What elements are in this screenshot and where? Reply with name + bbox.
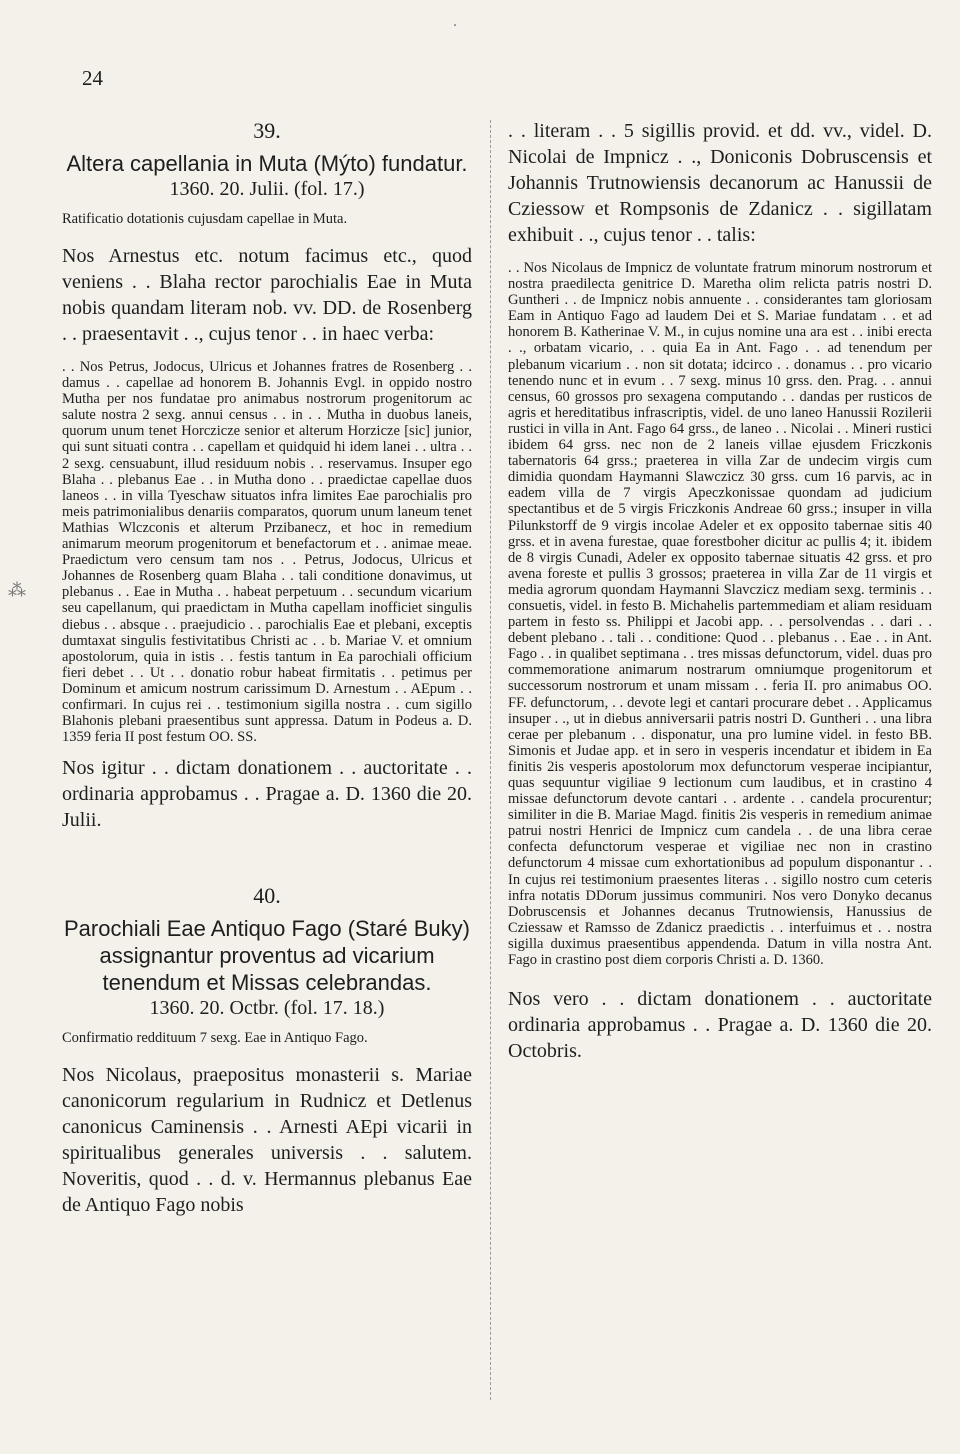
document-39-charter: . . Nos Petrus, Jodocus, Ulricus et Johannes fratres de Rosenberg . . damus . . capellae ad honorem B. Johannis Evgl. in oppido nostro Mutha per nos fundatae pro animabus nostrorum progenitorum ac salute nostra 2 sexg. annui census . . in . . Mutha in duobus laneis, quorum unum tenet Horczicze senior et alterum Horzicze [sic] junior, qui sunt situati contra . . capellam et quidquid hi idem lanei . . ultra . . 2 sexg. censuabunt, illud residuum nobis . . reservamus. Insuper ego Blaha . . plebanus Eae . . in Mutha dono . . praedictae capellae duos laneos . . in villa Tyeschaw situatos infra limites Eae parochialis pro meis patrimonialibus denariis comparatos, quorum unum laneum tenet Mathias Wlczconis et alterum Przibanecz, et hoc in remedium animarum meorum progenitorum et benefactorum et . . animae meae. Praedictum vero censum tam nos . . Petrus, Jodocus, Ulricus et Johannes de Rosenberg quam Blaha . . tali conditione donavimus, ut plebanus . . Eae in Mutha . . habeat perpetuum . . secundum vicarium seu capellanum, qui praedictam in Mutha capellam inofficiet singulis diebus . . absque . . praejudicio . . parochialis Eae et plebani, exceptis dumtaxat singulis festivitatibus Christi ac . . b. Mariae V. et omnium apostolorum, quia in istis . . festis tantum in Ea parochiali officium fieri debet . . Ut . . donatio robur habeat firmitatis . . petimus per Dominum et amicum nostrum carissimum D. Arnestum . . AEpum . . confirmari. In cujus rei . . testimonium sigilla nostra . . cum sigillo Blahonis plebani praesentibus sunt appressa. Datum in Podeus a. D. 1359 feria II post festum OO. SS. [62,359,472,746]
document-40-number: 40. [253,883,281,909]
document-40-intro: Nos Nicolaus, praepositus monasterii s. Mariae canonicorum regularium in Rudnicz et Detlenus canonicus Caminensis . . Arnesti AEpi vicarii in spiritualibus generales universis . . salutem. Noveritis, quod . . d. v. Hermannus plebanus Eae de Antiquo Fago nobis [62,1064,472,1217]
document-39-approval: Nos igitur . . dictam donationem . . auctoritate . . ordinaria approbamus . . Pragae a. D. 1360 die 20. Julii. [62,757,472,832]
document-40-date: 1360. 20. Octbr. (fol. 17. 18.) [149,997,385,1020]
document-40-continuation: . . literam . . 5 sigillis provid. et dd. vv., videl. D. Nicolai de Impnicz . ., Doniconis Dobruscensis et Johannis Trutnowiensis decanorum ac Hanussii de Cziessow et Rompsonis de Zdanicz . . sigillatam exhibuit . ., cujus tenor . . talis: [508,120,932,246]
document-39-summary: Ratificatio dotationis cujusdam capellae in Muta. [62,211,348,227]
document-40-charter: . . Nos Nicolaus de Impnicz de voluntate fratrum minorum nostrorum et nostra praedilecta genitrice D. Maretha olim relicta patris nostri D. Guntheri . . de Impnicz nobis annuente . . considerantes tam gloriosam Eam in Antiquo Fago ad laudem Dei et S. Mariae fundatam . . et ad honorem B. Katherinae V. M., in cujus nomine una ara est . . inibi erecta . ., orbatam vicario, . . quia Ea in Ant. Fago . . ad tenendum per plebanum vicarium . . non sit dotata; idcirco . . donamus . . pro vicario tenendo nunc et in evum . . 7 sexg. minus 10 grss. den. Prag. . . annui census, 60 grossos pro sexagena computando . . dandas per rusticos de agris et hereditatibus infrascriptis, videl. de uno laneo Hanussii Rozilerii rustici in villa in Ant. Fago 64 grss., de laneo . . Nicolai . . Mineri rustici ibidem 64 grss. nec non de 2 laneis villae ejusdem Friczkonis tabernatoris 64 grss.; praeterea in villa Zar de undecim virgis cum dimidia quondam Haymanni Slawczicz 30 grss. cum 16 parvis, ac in eadem villa de 7 virgis Apeczkonissae quondam ad judicium spectantibus et de 5 virgis Friczkonis Andreae 60 grss.; insuper in villa Pilunkstorff de 9 virgis incolae Adeler et ex opposito tabernae sitis 40 grss. et in avena furestae, quae forestboher dicitur ac pullis 4; it. ibidem de 8 virgis Cunadi, Adeler ex opposito tabernae situatis 42 grss. et pro avena foreste et pullis 3 grossos; praeterea in villa Zar de 11 virgis et media agrorum quondam Haymanni Slavczicz mediam sexg. terminis . . consuetis, videl. in festo B. Michahelis partemmediam et aliam residuam partem in festo ss. Philippi et Jacobi app. . . persolvendas . . dari . . debent plebano . . tali . . conditione: Quod . . plebanus . . Eae . . in Ant. Fago . . in qualibet septimana . . tres missas defunctorum, videl. duas pro commemoratione animarum nostrarum omniumque progenitorum et successorum nostrorum et unam missam . . feria II. pro animabus OO. FF. defunctorum, . . devote legi et cantari procurare debet . . Applicamus insuper . ., ut in diebus anniversarii patris nostri D. Guntheri . . una libra cerae per plebanum . . disponatur, una pro lumine videl. in festo BB. Simonis et Judae app. et in sero in vesperis incendatur et ibidem in Ea finitis 2is vesperis apostolorum mox defunctorum vesperae incipiantur, quas sequuntur vigiliae 9 lectionum cum laudibus, et in crastino 4 missae defunctorum devote cantari . . ardente . . candela procurentur; similiter in die B. Mariae Magd. finitis 2is vesperis in remedium animae patrui nostri Henrici de Impnicz cum candela . . de una libra cerae confecta defunctorum vesperae et vigiliae nec non in crastino defunctorum 4 missae cum exhortationibus ad populum disponantur . . In cujus rei testimonium praesentes literas . . sigillo nostro cum ceteris infra notatis DDorum jussimus communiri. Nos vero Donyko decanus Dobruscensis et Johannes decanus Trutnowiensis, Hanussius de Cziessaw et Ramsso de Zdanicz praedictis . . interfuimus et . . nostra sigilla duximus praesentibus appendenda. Datum in villa nostra Ant. Fago in crastino post diem corporis Christi a. D. 1360. [508,260,932,969]
document-40-approval: Nos vero . . dictam donationem . . auctoritate ordinaria approbamus . . Pragae a. D. 1360 die 20. Octobris. [508,988,932,1063]
document-40-summary: Confirmatio reddituum 7 sexg. Eae in Antiquo Fago. [62,1030,368,1047]
document-40-title: Parochiali Eae Antiquo Fago (Staré Buky) assignantur proventus ad vicarium tenendum et Missas celebrandas. [63,916,470,996]
page-number: 24 [82,66,103,90]
document-39-intro: Nos Arnestus etc. notum facimus etc., quod veniens . . Blaha rector parochialis Eae in Muta nobis quandam literam nob. vv. DD. de Rosenberg . . praesentavit . ., cujus tenor . . in haec verba: [62,245,472,345]
document-39-date: 1360. 20. Julii. (fol. 17.) [169,178,365,200]
column-divider [490,120,491,1400]
right-column [508,118,932,1076]
left-column [62,118,472,1230]
document-39-number: 39. [253,118,281,143]
scan-mark-left: ⁂ [8,580,26,600]
document-39-title: Altera capellania in Muta (Mýto) fundatur. [66,151,468,176]
scan-mark-top: ˙ [452,20,458,40]
